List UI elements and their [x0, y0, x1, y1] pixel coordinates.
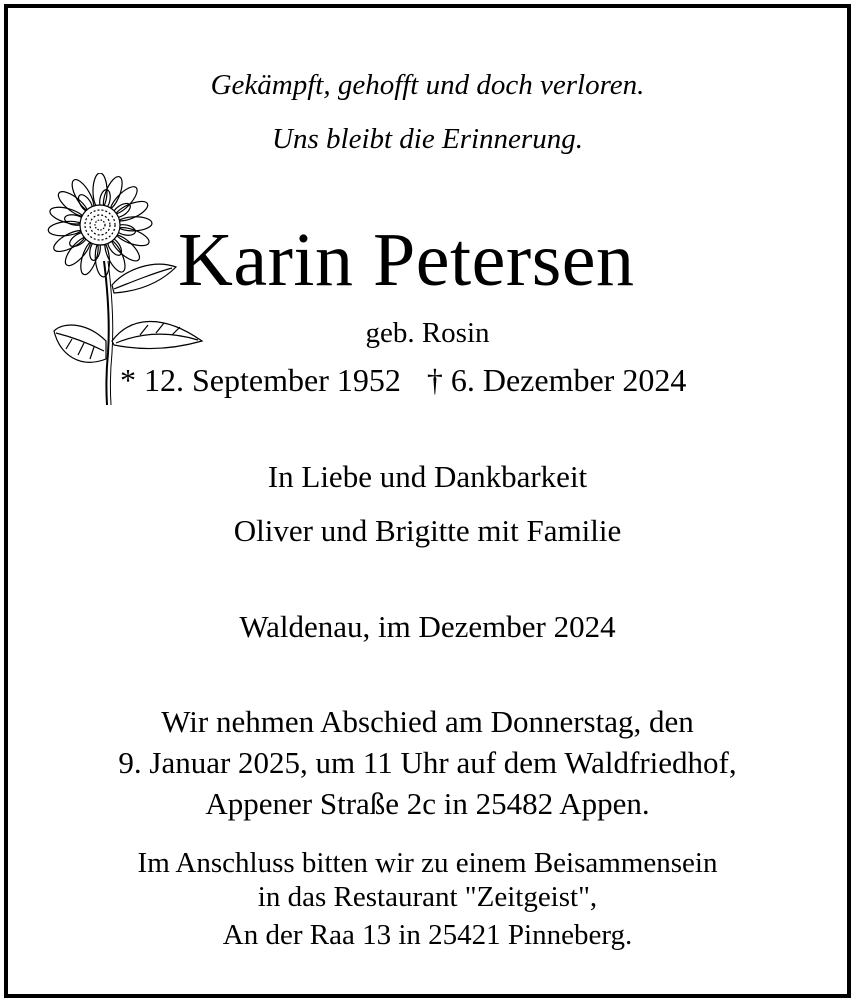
reception-line-2: in das Restaurant "Zeitgeist",	[257, 881, 598, 913]
reception-line-3: An der Raa 13 in 25421 Pinneberg.	[222, 919, 633, 951]
birth-date: * 12. September 1952	[120, 362, 401, 398]
mourners-line-1: In Liebe und Dankbarkeit	[267, 459, 588, 494]
mourners-line-2: Oliver und Brigitte mit Familie	[233, 513, 622, 548]
deceased-name: Karin Petersen	[178, 218, 635, 302]
funeral-line-3: Appener Straße 2c in 25482 Appen.	[205, 786, 650, 821]
life-dates	[120, 364, 760, 396]
funeral-line-1: Wir nehmen Abschied am Donnerstag, den	[161, 704, 694, 739]
obituary-notice	[4, 4, 851, 998]
motto-line-1: Gekämpft, gehofft und doch verloren.	[210, 69, 645, 101]
reception-line-1: Im Anschluss bitten wir zu einem Beisammensein	[137, 847, 718, 879]
funeral-line-2: 9. Januar 2025, um 11 Uhr auf dem Waldfriedhof,	[118, 745, 737, 780]
death-date: † 6. Dezember 2024	[426, 362, 687, 398]
motto-line-2: Uns bleibt die Erinnerung.	[272, 123, 583, 155]
birth-name: geb. Rosin	[365, 317, 490, 349]
place-date: Waldenau, im Dezember 2024	[239, 609, 616, 644]
